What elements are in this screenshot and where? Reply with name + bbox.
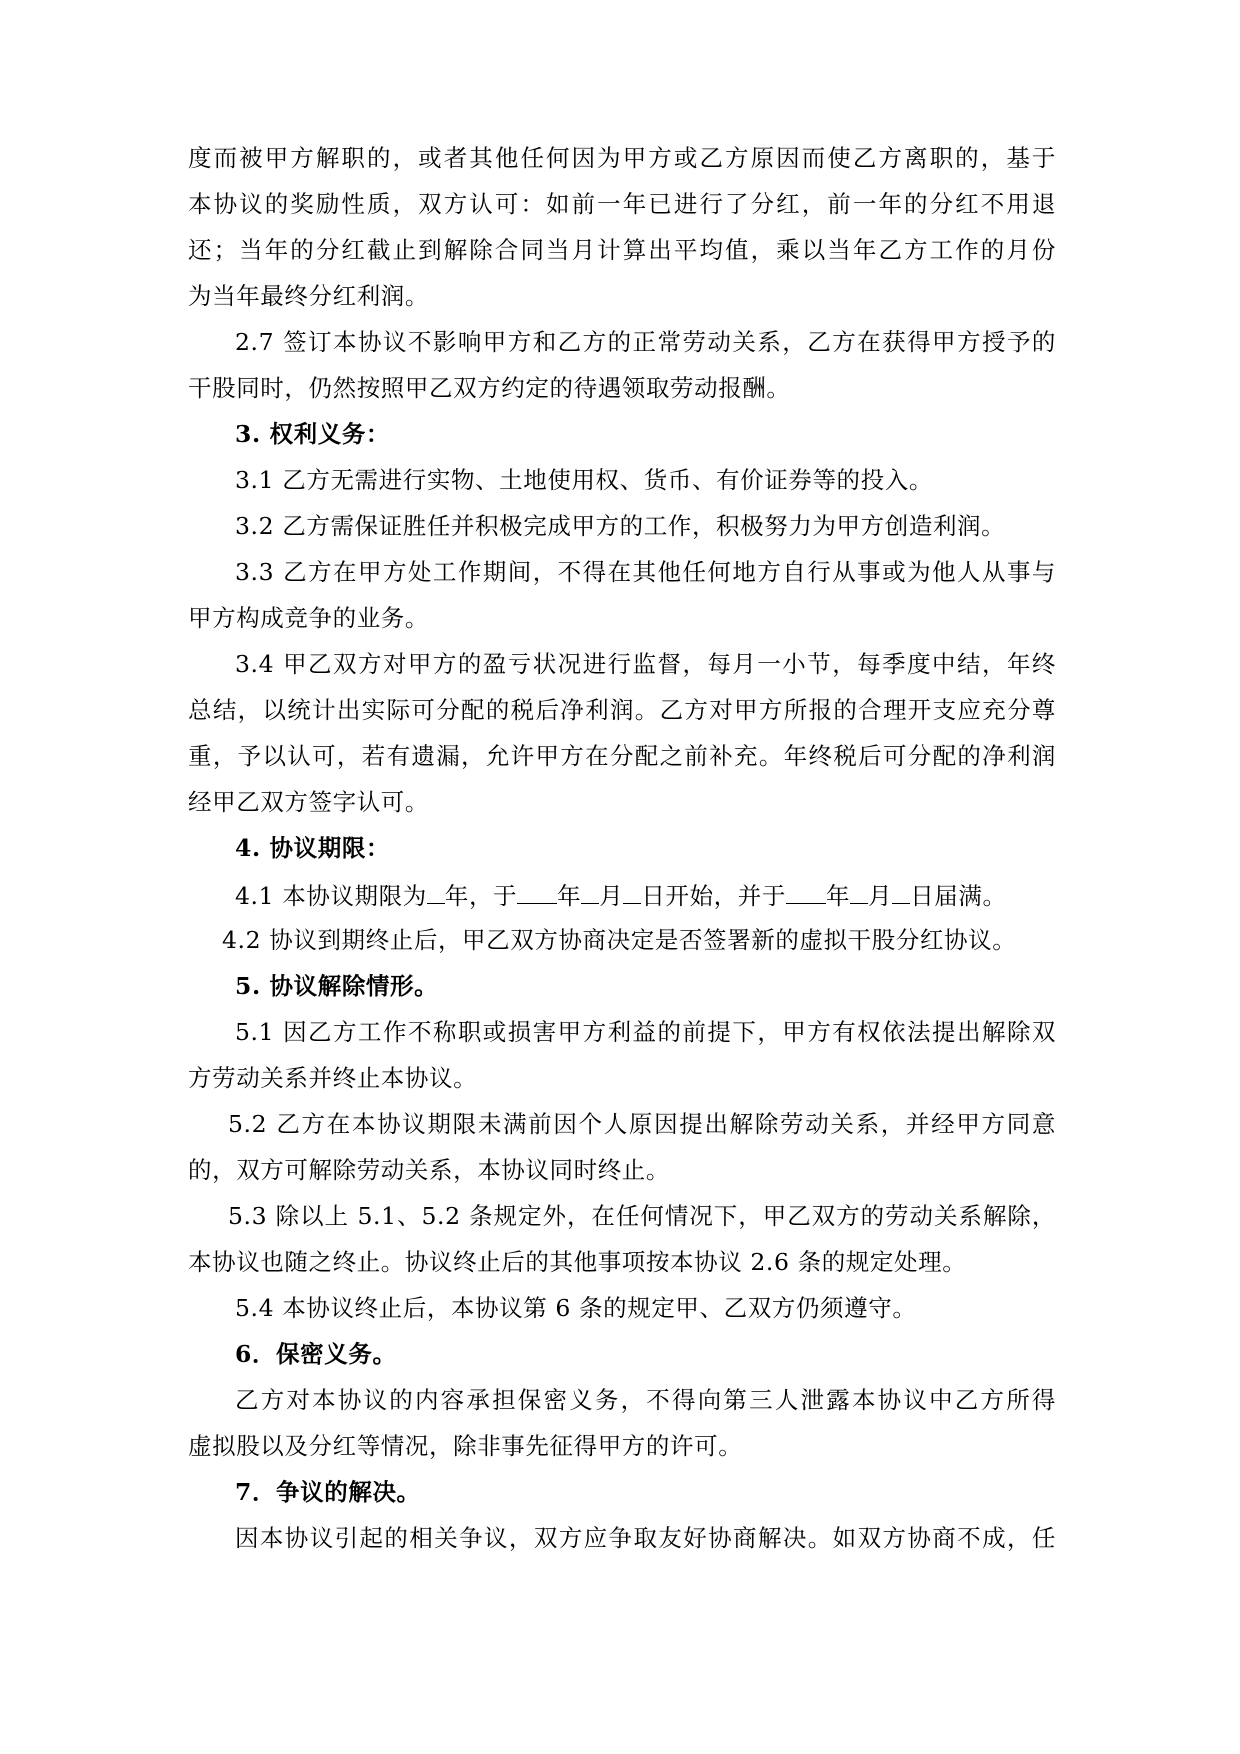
clause-6-text: 乙方对本协议的内容承担保密义务，不得向第三人泄露本协议中乙方所得 [235, 1386, 1056, 1414]
blank-field [517, 879, 557, 904]
section-heading-5: 5. 协议解除情形。 [235, 972, 439, 1000]
clause-3-3: 3.3 乙方在甲方处工作期间，不得在其他任何地方自行从事或为他人从事与 [235, 558, 1056, 586]
clause-4-1-text: 日开始，并于 [641, 882, 786, 910]
blank-field [786, 879, 826, 904]
text-line: 还；当年的分红截止到解除合同当月计算出平均值，乘以当年乙方工作的月份 [188, 236, 1056, 264]
clause-5-1: 5.1 因乙方工作不称职或损害甲方利益的前提下，甲方有权依法提出解除双 [235, 1018, 1056, 1046]
text-line: 度而被甲方解职的，或者其他任何因为甲方或乙方原因而使乙方离职的，基于 [188, 144, 1056, 172]
blank-field [892, 879, 910, 904]
text-line: 甲方构成竞争的业务。 [188, 604, 429, 632]
section-heading-4: 4. 协议期限： [235, 834, 391, 862]
clause-3-1: 3.1 乙方无需进行实物、土地使用权、货币、有价证券等的投入。 [235, 466, 933, 494]
clause-4-1-text: 日届满。 [910, 882, 1007, 910]
section-heading-6: 6．保密义务。 [235, 1340, 397, 1368]
text-line: 的，双方可解除劳动关系，本协议同时终止。 [188, 1156, 670, 1184]
blank-field [850, 879, 868, 904]
clause-3-2: 3.2 乙方需保证胜任并积极完成甲方的工作，积极努力为甲方创造利润。 [235, 512, 1006, 540]
text-line: 干股同时，仍然按照甲乙双方约定的待遇领取劳动报酬。 [188, 374, 791, 402]
clause-5-2: 5.2 乙方在本协议期限未满前因个人原因提出解除劳动关系，并经甲方同意 [228, 1110, 1056, 1138]
clause-4-1 [235, 879, 1007, 911]
blank-field [581, 879, 599, 904]
text-line: 方劳动关系并终止本协议。 [188, 1064, 478, 1092]
blank-field [623, 879, 641, 904]
clause-4-1-text: 年 [557, 882, 582, 910]
clause-3-4: 3.4 甲乙双方对甲方的盈亏状况进行监督，每月一小节，每季度中结，年终 [235, 650, 1056, 678]
clause-4-2: 4.2 协议到期终止后，甲乙双方协商决定是否签署新的虚拟干股分红协议。 [222, 926, 1017, 954]
text-line: 重，予以认可，若有遗漏，允许甲方在分配之前补充。年终税后可分配的净利润 [188, 742, 1056, 770]
clause-4-1-text: 月 [599, 882, 624, 910]
clause-5-4: 5.4 本协议终止后，本协议第 6 条的规定甲、乙双方仍须遵守。 [235, 1294, 917, 1322]
text-line: 总结，以统计出实际可分配的税后净利润。乙方对甲方所报的合理开支应充分尊 [188, 696, 1056, 724]
clause-5-3: 5.3 除以上 5.1、5.2 条规定外，在任何情况下，甲乙双方的劳动关系解除， [228, 1202, 1056, 1230]
section-heading-3: 3. 权利义务： [235, 420, 391, 448]
text-line: 为当年最终分红利润。 [188, 282, 429, 310]
section-heading-7: 7．争议的解决。 [235, 1478, 421, 1506]
clause-4-1-text: 年，于 [444, 882, 518, 910]
clause-4-1-text: 年 [825, 882, 851, 910]
clause-4-1-text: 4.1 本协议期限为 [235, 882, 427, 910]
text-line: 经甲乙双方签字认可。 [188, 788, 429, 816]
clause-2-7: 2.7 签订本协议不影响甲方和乙方的正常劳动关系，乙方在获得甲方授予的 [235, 328, 1056, 356]
text-line: 本协议的奖励性质，双方认可：如前一年已进行了分红，前一年的分红不用退 [188, 190, 1056, 218]
blank-field [427, 879, 445, 904]
clause-7-text: 因本协议引起的相关争议，双方应争取友好协商解决。如双方协商不成，任 [235, 1524, 1056, 1552]
text-line: 本协议也随之终止。协议终止后的其他事项按本协议 2.6 条的规定处理。 [188, 1248, 967, 1276]
clause-4-1-text: 月 [868, 882, 893, 910]
text-line: 虚拟股以及分红等情况，除非事先征得甲方的许可。 [188, 1432, 743, 1460]
